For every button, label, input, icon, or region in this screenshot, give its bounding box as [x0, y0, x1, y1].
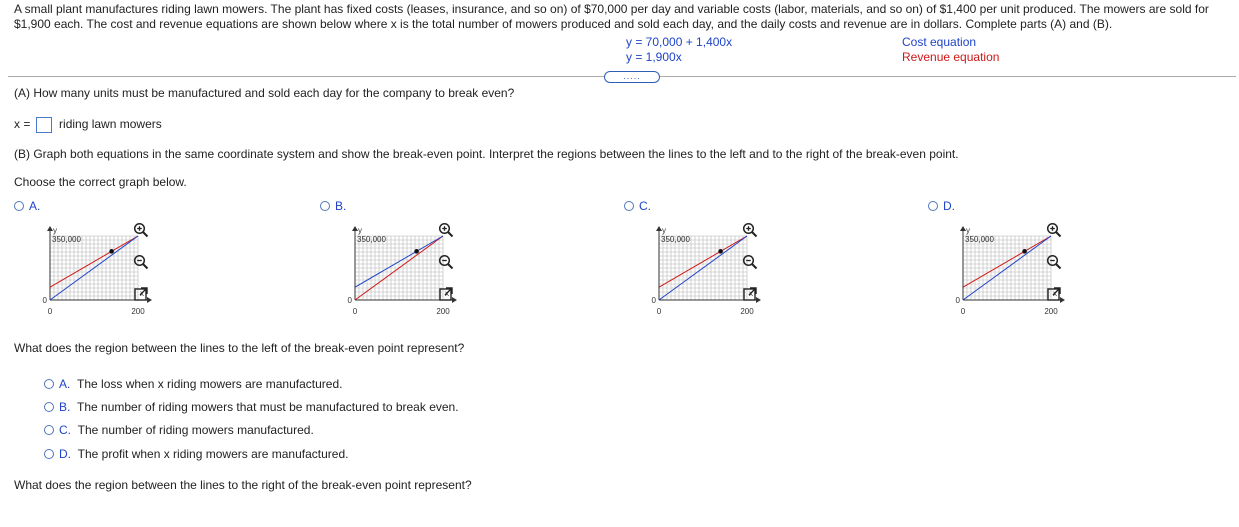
expand-button[interactable]: .....	[604, 71, 660, 83]
revenue-equation-label: Revenue equation	[902, 50, 1000, 64]
x-tick-200: 200	[1044, 307, 1058, 316]
radio-left-a[interactable]	[44, 379, 54, 389]
graph-option-d[interactable]: D.	[928, 199, 955, 213]
y-axis-label: y	[662, 226, 666, 235]
radio-graph-b[interactable]	[320, 201, 330, 211]
zoom-in-icon[interactable]	[1046, 222, 1062, 238]
left-region-question: What does the region between the lines to the left of the break-even point represent?	[14, 341, 465, 355]
graph-b	[333, 220, 533, 320]
popout-icon[interactable]	[133, 286, 149, 302]
x-axis-label: x	[749, 289, 753, 298]
breakeven-point	[414, 249, 419, 254]
radio-graph-d[interactable]	[928, 201, 938, 211]
revenue-equation: y = 1,900x	[626, 50, 682, 64]
x-axis-label: x	[140, 289, 144, 298]
breakeven-point	[109, 249, 114, 254]
y-max-label: 350,000	[661, 235, 690, 244]
x-tick-200: 200	[740, 307, 754, 316]
x-tick-0: 0	[656, 307, 662, 316]
origin-label: 0	[42, 296, 47, 305]
graph-d	[941, 220, 1141, 320]
left-option-b[interactable]: B. The number of riding mowers that must be manufactured to break even.	[44, 400, 459, 414]
radio-left-d[interactable]	[44, 449, 54, 459]
graph-option-b[interactable]: B.	[320, 199, 346, 213]
x-tick-0: 0	[352, 307, 358, 316]
zoom-in-icon[interactable]	[742, 222, 758, 238]
right-region-question: What does the region between the lines to the right of the break-even point represent?	[14, 478, 472, 492]
origin-label: 0	[347, 296, 352, 305]
zoom-out-icon[interactable]	[742, 254, 758, 270]
choose-graph-text: Choose the correct graph below.	[14, 175, 187, 189]
radio-graph-c[interactable]	[624, 201, 634, 211]
left-option-d-text: The profit when x riding mowers are manufactured.	[77, 447, 349, 461]
graph-option-c[interactable]: C.	[624, 199, 651, 213]
popout-icon[interactable]	[1046, 286, 1062, 302]
zoom-out-icon[interactable]	[133, 254, 149, 270]
popout-icon[interactable]	[438, 286, 454, 302]
problem-text: A small plant manufactures riding lawn mowers. The plant has fixed costs (leases, insurance, and so on) of $70,000 per day and variable costs (labor, materials, and so on) of $1,400 per unit produced. The mowers are sold for $1,900 each. The cost and revenue equations are shown below where x is the total number of mowers produced and sold each day, and the daily costs and revenue are in dollars. Complete parts (A) and (B).	[14, 2, 1209, 31]
left-option-a[interactable]: A. The loss when x riding mowers are manufactured.	[44, 377, 342, 391]
y-axis-label: y	[53, 226, 57, 235]
x-tick-0: 0	[47, 307, 53, 316]
radio-graph-a[interactable]	[14, 201, 24, 211]
x-tick-0: 0	[960, 307, 966, 316]
breakeven-point	[1022, 249, 1027, 254]
left-option-d[interactable]: D. The profit when x riding mowers are manufactured.	[44, 447, 348, 461]
zoom-out-icon[interactable]	[438, 254, 454, 270]
origin-label: 0	[955, 296, 960, 305]
x-tick-200: 200	[131, 307, 145, 316]
x-axis-label: x	[445, 289, 449, 298]
y-axis-label: y	[966, 226, 970, 235]
radio-left-c[interactable]	[44, 425, 54, 435]
x-tick-200: 200	[436, 307, 450, 316]
x-axis-label: x	[1053, 289, 1057, 298]
graph-option-a[interactable]: A.	[14, 199, 40, 213]
origin-label: 0	[651, 296, 656, 305]
y-axis-label: y	[358, 226, 362, 235]
y-max-label: 350,000	[965, 235, 994, 244]
graph-a	[28, 220, 228, 320]
cost-equation-label: Cost equation	[902, 35, 977, 49]
radio-left-b[interactable]	[44, 402, 54, 412]
popout-icon[interactable]	[742, 286, 758, 302]
part-b-question: (B) Graph both equations in the same coordinate system and show the break-even point. Interpret the regions between the lines to the left and to the right of the break-even point.	[14, 147, 959, 161]
graph-c	[637, 220, 837, 320]
left-option-c-text: The number of riding mowers manufactured.	[77, 423, 314, 437]
left-option-b-text: The number of riding mowers that must be manufactured to break even.	[77, 400, 459, 414]
left-option-c[interactable]: C. The number of riding mowers manufactured.	[44, 423, 314, 437]
part-a-question: (A) How many units must be manufactured and sold each day for the company to break even?	[14, 86, 515, 100]
answer-input[interactable]	[36, 117, 52, 133]
x-prefix: x =	[14, 117, 31, 131]
y-max-label: 350,000	[52, 235, 81, 244]
breakeven-point	[718, 249, 723, 254]
zoom-in-icon[interactable]	[438, 222, 454, 238]
left-option-a-text: The loss when x riding mowers are manufactured.	[77, 377, 343, 391]
part-a-answer-row	[14, 115, 162, 133]
zoom-in-icon[interactable]	[133, 222, 149, 238]
cost-equation: y = 70,000 + 1,400x	[626, 35, 733, 49]
answer-unit: riding lawn mowers	[59, 117, 162, 131]
y-max-label: 350,000	[357, 235, 386, 244]
zoom-out-icon[interactable]	[1046, 254, 1062, 270]
